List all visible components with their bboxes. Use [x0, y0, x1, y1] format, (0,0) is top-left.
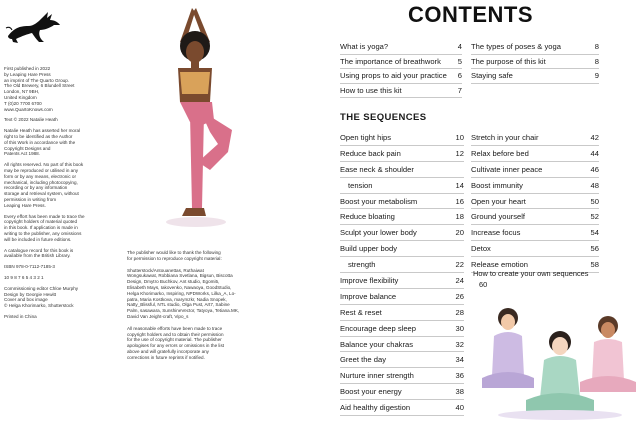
sequence-page: 10 — [455, 132, 464, 142]
imprint-printed: Printed in China — [4, 313, 37, 319]
sequence-label: Rest & reset — [340, 307, 382, 317]
sequence-page: 20 — [455, 228, 464, 238]
sequence-label: Ground yourself — [471, 212, 526, 222]
sequence-label: Open your heart — [471, 196, 526, 206]
sequence-row — [340, 162, 464, 178]
sequence-page: 54 — [590, 228, 599, 238]
sequence-page: 52 — [590, 212, 599, 222]
sequence-label: Improve flexibility — [340, 275, 399, 285]
toc-label: The importance of breathwork — [340, 56, 441, 66]
thanks-efforts: All reasonable efforts have been made to trace copyright holders and to obtain their permission for the use of copyright material. The publisher apologises for any errors or omissions in the list above and will gratefully incorporate any corrections in future reprints if notified. — [127, 325, 225, 360]
create-own-page: 60 — [479, 280, 488, 289]
sequence-row — [471, 194, 599, 210]
toc-page: 8 — [594, 42, 599, 52]
toc-row — [471, 40, 599, 55]
intro-list-left — [340, 40, 462, 98]
toc-page: 5 — [457, 56, 462, 66]
sequence-page: 22 — [455, 260, 464, 270]
acknowledgements — [127, 250, 277, 367]
right-page — [330, 0, 640, 425]
sequence-label: Stretch in your chair — [471, 132, 539, 142]
sequence-row — [471, 225, 599, 241]
sequence-page: 18 — [455, 212, 464, 222]
toc-label: Staying safe — [471, 71, 513, 81]
sequence-row — [340, 178, 464, 194]
sequence-label: Aid healthy digestion — [340, 403, 411, 413]
sequence-row — [471, 178, 599, 194]
sequence-row — [340, 337, 464, 353]
sequence-label: Increase focus — [471, 228, 521, 238]
sequence-label: Boost your metabolism — [340, 196, 418, 206]
toc-page: 9 — [594, 71, 599, 81]
imprint-publisher: First published in 2022 by Leaping Hare Press an imprint of The Quarto Group. The Old Brewery, 6 Blundell Street London, N7 9BH, United Kingdom T (0)20 7700 6700 www.QuartoKnows.com — [4, 66, 75, 112]
toc-row — [471, 55, 599, 70]
sequence-row — [340, 146, 464, 162]
sequence-row — [340, 321, 464, 337]
sequence-page: 38 — [455, 387, 464, 397]
sequence-page: 44 — [590, 148, 599, 158]
toc-row — [471, 69, 599, 84]
sequence-page: 40 — [455, 403, 464, 413]
imprint-effort: Every effort has been made to trace the copyright holders of material quoted in this book. If application is made in writing to the publisher, any omissions will be included in future editions. — [4, 213, 85, 242]
sequence-page: 56 — [590, 244, 599, 254]
sequence-label: tension — [348, 180, 373, 190]
thanks-intro: The publisher would like to thank the following for permission to reproduce copyright material: — [127, 250, 222, 261]
sequence-page: 24 — [455, 275, 464, 285]
sequence-label: Relax before bed — [471, 148, 529, 158]
sequence-row — [340, 305, 464, 321]
sequence-row — [471, 146, 599, 162]
tree-pose-illustration — [140, 2, 250, 232]
imprint-text — [4, 66, 122, 325]
sequence-label: Reduce back pain — [340, 148, 401, 158]
imprint-isbn: ISBN 978-0-7112-7185-3 — [4, 264, 55, 270]
sequence-row — [340, 384, 464, 400]
intro-list-right — [471, 40, 599, 84]
sequence-row — [340, 209, 464, 225]
sequence-label: Greet the day — [340, 355, 387, 365]
sequence-page: 12 — [455, 148, 464, 158]
imprint-text-copyright: Text © 2022 Natalie Heath — [4, 117, 58, 123]
sequence-label: Reduce bloating — [340, 212, 395, 222]
sequence-row — [340, 273, 464, 289]
sequence-row — [340, 289, 464, 305]
toc-row — [340, 69, 462, 84]
sequence-label: strength — [348, 260, 376, 270]
toc-page: 6 — [457, 71, 462, 81]
sequence-row — [340, 257, 464, 273]
sequence-page: 30 — [455, 323, 464, 333]
sequence-label: Boost immunity — [471, 180, 523, 190]
sequence-row — [471, 209, 599, 225]
imprint-moral-right: Natalie Heath has asserted her moral right to be identified as the Author of this Work in accordance with the Copyright Designs and Patents Act 1988. — [4, 128, 81, 157]
sequence-page: 50 — [590, 196, 599, 206]
sequence-row — [471, 241, 599, 257]
toc-row — [340, 40, 462, 55]
sequence-page: 42 — [590, 132, 599, 142]
sequence-page: 46 — [590, 164, 599, 174]
sequence-page: 16 — [455, 196, 464, 206]
seated-yoga-group-illustration — [468, 296, 640, 421]
sequence-row — [340, 352, 464, 368]
toc-row — [340, 84, 462, 99]
sequence-label: Balance your chakras — [340, 339, 414, 349]
sequences-list-right — [471, 130, 599, 273]
sequence-label: Build upper body — [340, 244, 397, 254]
toc-page: 7 — [457, 85, 462, 95]
sequence-row — [340, 225, 464, 241]
sequence-page: 34 — [455, 355, 464, 365]
sequence-label: Improve balance — [340, 291, 397, 301]
toc-page: 8 — [594, 56, 599, 66]
sequence-label: Ease neck & shoulder — [340, 164, 414, 174]
sequence-row — [340, 194, 464, 210]
sequence-row — [340, 368, 464, 384]
sequence-row — [340, 130, 464, 146]
thanks-credits: Shutterstock/Antouanettas, Ruthaiwat Wongsukawat, Robbiana Svetlana, Bigsun, Biscotta Design, Dmytro Buchkov, Ant studio, Egomi5, Elisabeth Mays, Iakovenko, Nawaoya, GoodStudio, Helga Khorimarko, Inspiring, NPDWorks, Lilka_A, Lo- patra, Maria Kostkova, marymzkr, Nadia Snopek, Natty_Blissful, NTL studio, Olga Pust, Art7, Sabine Palm, sasawara, SunshineVector, Tatyoya, Tetiana.MK, David Van Jeight-craft, Vipo_s — [127, 267, 240, 319]
toc-page: 4 — [457, 42, 462, 52]
imprint-credits: Commissioning editor Chloe Murphy Design by Georgie Hewitt Cover and box image © Helga Khorimarko, Shutterstock — [4, 285, 79, 309]
imprint-rights: All rights reserved. No part of this book may be reproduced or utilised in any form or by any means, electronic or mechanical, including photocopying, recording or by any information storage and retrieval system, without permission in writing from Leaping Hare Press. — [4, 162, 84, 208]
sequence-page: 48 — [590, 180, 599, 190]
sequence-label: Release emotion — [471, 260, 528, 270]
sequence-page: 26 — [455, 291, 464, 301]
sequence-page: 28 — [455, 307, 464, 317]
contents-title: CONTENTS — [408, 2, 533, 27]
sequence-row — [471, 162, 599, 178]
toc-label: How to use this kit — [340, 85, 402, 95]
create-own-sequence-entry — [473, 268, 613, 290]
sequence-label: Nurture inner strength — [340, 371, 414, 381]
sequence-label: Encourage deep sleep — [340, 323, 416, 333]
create-own-label: How to create your own sequences — [473, 269, 589, 278]
sequence-label: Boost your energy — [340, 387, 402, 397]
toc-label: The types of poses & yoga — [471, 42, 561, 52]
sequence-page: 14 — [455, 180, 464, 190]
toc-label: The purpose of this kit — [471, 56, 546, 66]
sequence-label: Detox — [471, 244, 491, 254]
sequence-page: 32 — [455, 339, 464, 349]
sequence-page: 58 — [590, 260, 599, 270]
sequence-label: Sculpt your lower body — [340, 228, 417, 238]
leaping-hare-logo — [4, 6, 62, 46]
sequences-list-left — [340, 130, 464, 416]
imprint-catalogue: A catalogue record for this book is available from the British Library. — [4, 247, 74, 259]
sequence-label: Cultivate inner peace — [471, 164, 543, 174]
imprint-print-line: 10 9 8 7 6 5 4 3 2 1 — [4, 274, 44, 280]
toc-label: What is yoga? — [340, 42, 389, 52]
sequence-row — [471, 130, 599, 146]
sequence-page: 36 — [455, 371, 464, 381]
sequence-row — [340, 400, 464, 416]
sequences-heading: THE SEQUENCES — [340, 112, 427, 123]
toc-label: Using props to aid your practice — [340, 71, 447, 81]
toc-row — [340, 55, 462, 70]
sequence-label: Open tight hips — [340, 132, 392, 142]
sequence-row — [340, 241, 464, 257]
